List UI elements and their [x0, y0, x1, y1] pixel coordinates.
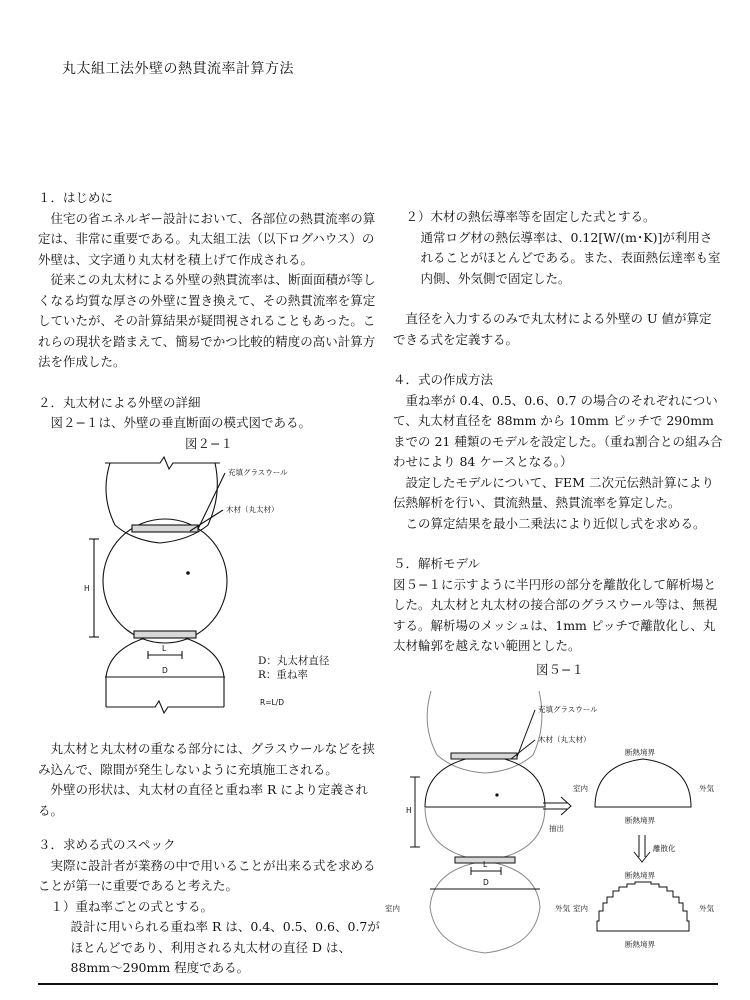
- fig51-label-outdoor-lower: 外気: [699, 904, 714, 913]
- section3-heading: ３．求める式のスペック: [38, 837, 176, 852]
- fig21-formula: R=L/D: [260, 698, 284, 707]
- section3-para2: 直径を入力するのみで丸太材による外壁の U 値が算定できる式を定義する。: [393, 311, 712, 347]
- fig51-label-D: D: [483, 878, 489, 887]
- figure5-1: [385, 685, 730, 980]
- section1-para2: 従来この丸太材による外壁の熱貫流率は、断面面積が等しくなる均質な厚さの外壁に置き換えて、その熱貫流率を算定していたが、その計算結果が疑問視されることもあった。これらの現状を踏まえて、簡易でかつ比較的精度の高い計算方法を作成した。: [38, 272, 376, 369]
- fig21-label-L: L: [162, 644, 167, 653]
- section2-para2: 丸太材と丸太材の重なる部分には、グラスウールなどを挟み込んで、隙間が発生しないように充填施工される。: [38, 741, 375, 777]
- fig51-label-outdoor-upper: 外気: [699, 784, 714, 793]
- section5-heading: ５．解析モデル: [393, 556, 480, 571]
- fig51-label-H: H: [406, 806, 412, 815]
- fig51-label-discretize: 離散化: [653, 844, 676, 853]
- section4-para2: 設定したモデルについて、FEM 二次元伝熱計算により伝熱解析を行い、貫流熱量、熱貫流率を算定した。: [393, 474, 714, 510]
- fig51-label-wood: 木材（丸太材）: [538, 735, 591, 744]
- fig51-label-glasswool: 充填グラスウール: [538, 705, 598, 714]
- section3-item2-body: 通常ログ材の熱伝導率は、0.12[W/(m･K)]が利用されることがほとんどである。また、表面熱伝達率も室内側、外気側で固定した。: [420, 229, 721, 286]
- fig51-label-L: L: [483, 860, 488, 869]
- section1-heading: １．はじめに: [38, 190, 114, 205]
- fig21-label-H: H: [84, 584, 90, 593]
- left-column-lower: [38, 739, 380, 979]
- fig51-label-indoor-lower: 室内: [573, 904, 588, 913]
- fig51-label-adiabatic-lower: 断熱境界: [625, 871, 655, 880]
- fig51-label-indoor-upper: 室内: [573, 784, 588, 793]
- section3-para1: 実際に設計者が業務の中で用いることが出来る式を求めることが第一に重要であると考えた。: [38, 857, 376, 893]
- section2-heading: ２．丸太材による外壁の詳細: [38, 394, 201, 410]
- figure2-1: [60, 455, 370, 735]
- fig51-label-adiabatic-mid: 断熱境界: [625, 816, 655, 825]
- section3-item1-body: 設計に用いられる重ね率 R は、0.4、0.5、0.6、0.7がほとんどであり、利用される丸太材の直径 D は、88mm〜290mm 程度である。: [70, 919, 380, 975]
- left-column: [38, 188, 380, 454]
- section4-heading: ４．式の作成方法: [393, 372, 494, 387]
- fig21-legend-D: D：丸太材直径: [258, 655, 330, 667]
- fig51-label-extract: 抽出: [549, 824, 564, 833]
- fig51-label-indoor-left: 室内: [385, 904, 400, 913]
- section3-item2: ２）木材の熱伝導率等を固定した式とする。: [405, 209, 656, 224]
- fig21-label-D: D: [162, 666, 168, 675]
- fig21-label-wood: 木材（丸太材）: [226, 505, 279, 514]
- section2-para3: 外壁の形状は、丸太材の直径と重ね率 R により定義される。: [38, 782, 368, 818]
- page-title: 丸太組工法外壁の熱貫流率計算方法: [62, 61, 294, 77]
- section4-para1: 重ね率が 0.4、0.5、0.6、0.7 の場合のそれぞれについて、丸太材直径を 88mm から 10mm ピッチで 290mm までの 21 種類のモデルを設定した。（重ね割合との組み合わせにより 84 ケースとなる。）: [393, 392, 723, 469]
- fig21-label-glasswool: 充填グラスウール: [228, 468, 288, 477]
- section3-item1: １）重ね率ごとの式とする。: [50, 898, 214, 914]
- fig51-label-outdoor-left: 外気: [555, 904, 570, 913]
- section5-para1: 図５−１に示すように半円形の部分を離散化して解析場とした。丸太材と丸太材の接合部のグラスウール等は、無視する。解析場のメッシュは、1mm ピッチで離散化し、丸太材輪郭を越えない範囲とした。: [393, 576, 718, 653]
- section2-para1: 図２−１は、外壁の垂直断面の模式図である。: [50, 415, 311, 430]
- section4-para3: この算定結果を最小二乗法により近似し式を求める。: [405, 515, 706, 531]
- bottom-rule: [38, 983, 718, 985]
- section1-para1: 住宅の省エネルギー設計において、各部位の熱貫流率の算定は、非常に重要である。丸太組工法（以下ログハウス）の外壁は、文字通り丸太材を積上げて作成される。: [38, 210, 376, 267]
- right-column: [393, 207, 723, 657]
- fig51-label-adiabatic-bottom: 断熱境界: [625, 940, 655, 949]
- figure5-1-caption: 図５−１: [536, 662, 584, 677]
- fig51-label-adiabatic-top: 断熱境界: [625, 748, 655, 757]
- fig21-legend-R: R：重ね率: [258, 669, 308, 681]
- figure2-1-caption: 図２−１: [185, 435, 233, 451]
